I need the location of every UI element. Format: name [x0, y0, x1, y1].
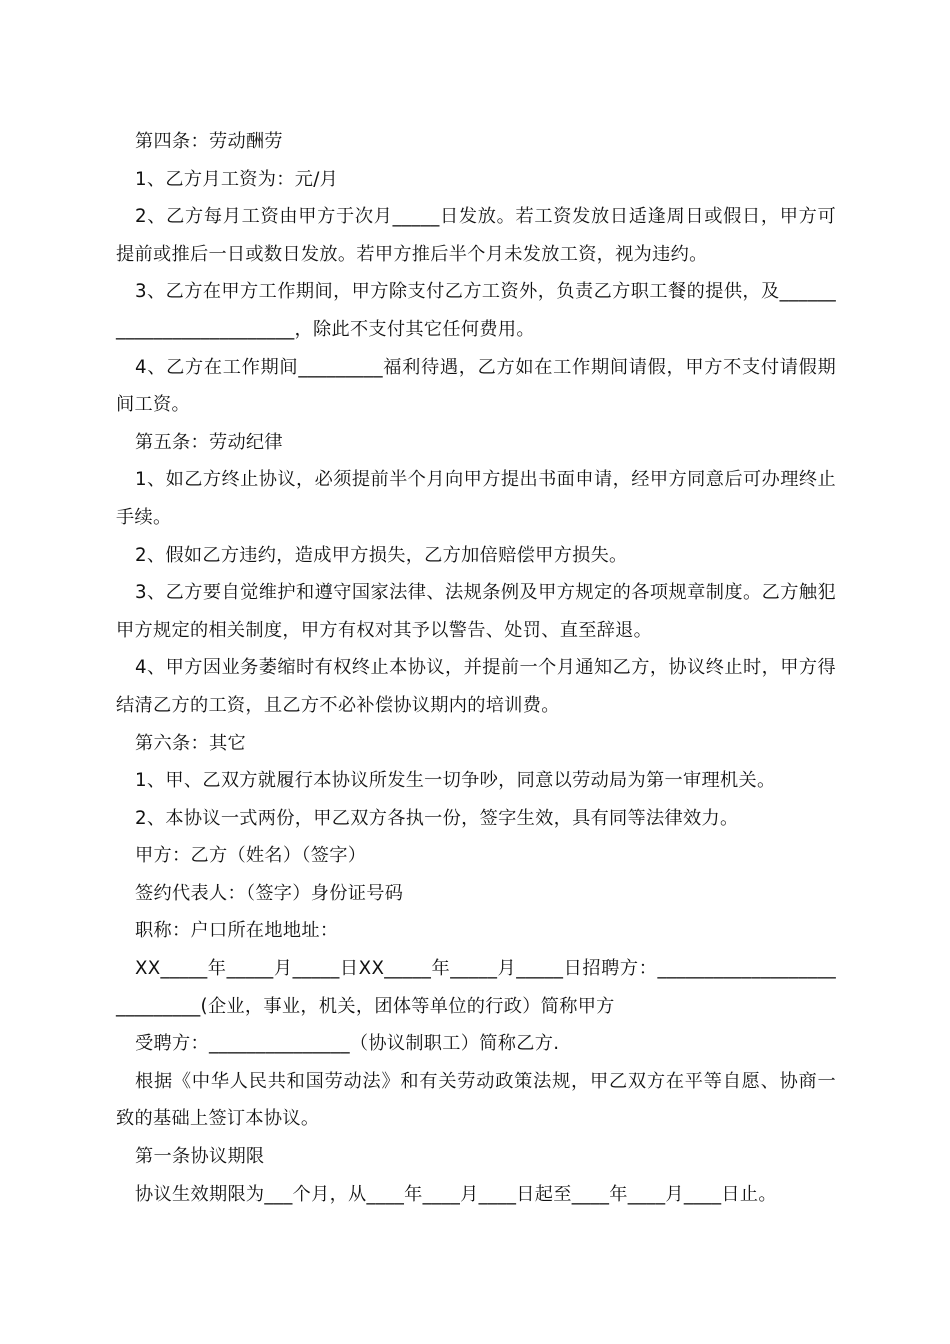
paragraph: 1、甲、乙双方就履行本协议所发生一切争吵，同意以劳动局为第一审理机关。: [135, 770, 776, 792]
paragraph: 根据《中华人民共和国劳动法》和有关劳动政策法规，甲乙双方在平等自愿、协商一致的基础上签订本协议。: [116, 1070, 836, 1130]
section-heading-article-1: 第一条协议期限: [135, 1146, 265, 1168]
section-heading-article-4: 第四条：劳动酬劳: [135, 131, 283, 152]
paragraph: 协议生效期限为___个月，从____年____月____日起至____年____月____日止。: [135, 1183, 777, 1205]
document-body: [116, 123, 836, 1213]
paragraph: 3、乙方要自觉维护和遵守国家法律、法规条例及甲方规定的各项规章制度。乙方触犯甲方规定的相关制度，甲方有权对其予以警告、处罚、直至辞退。: [116, 582, 836, 641]
paragraph: 2、假如乙方违约，造成甲方损失，乙方加倍赔偿甲方损失。: [135, 544, 628, 566]
signature-line: 甲方：乙方（姓名）（签字）: [135, 845, 367, 867]
paragraph: 4、乙方在工作期间_________福利待遇，乙方如在工作期间请假，甲方不支付请假期间工资。: [116, 356, 836, 416]
paragraph: 受聘方：_______________（协议制职工）简称乙方.: [135, 1033, 560, 1055]
paragraph: 2、乙方每月工资由甲方于次月_____日发放。若工资发放日适逢周日或假日，甲方可提前或推后一日或数日发放。若甲方推后半个月未发放工资，视为违约。: [116, 206, 836, 265]
paragraph: 4、甲方因业务萎缩时有权终止本协议，并提前一个月通知乙方，协议终止时，甲方得结清乙方的工资，且乙方不必补偿协议期内的培训费。: [116, 657, 836, 716]
paragraph: 1、如乙方终止协议，必须提前半个月向甲方提出书面申请，经甲方同意后可办理终止手续。: [116, 469, 836, 528]
section-heading-article-5: 第五条：劳动纪律: [135, 431, 283, 453]
paragraph: 1、乙方月工资为：元/月: [135, 168, 339, 190]
signature-line: 签约代表人：（签字）身份证号码: [135, 882, 404, 904]
paragraph: 3、乙方在甲方工作期间，甲方除支付乙方工资外，负责乙方职工餐的提供，及_________________________，除此不支付其它任何费用。: [116, 281, 836, 340]
signature-line: 职称：户口所在地地址：: [135, 920, 339, 942]
paragraph: 2、本协议一式两份，甲乙双方各执一份，签字生效，具有同等法律效力。: [135, 807, 739, 829]
section-heading-article-6: 第六条：其它: [135, 732, 246, 754]
paragraph: XX_____年_____月_____日XX_____年_____月_____日招聘方：____________________________(企业，事业，机关，团体等单位的行政）简称甲方: [116, 958, 836, 1017]
